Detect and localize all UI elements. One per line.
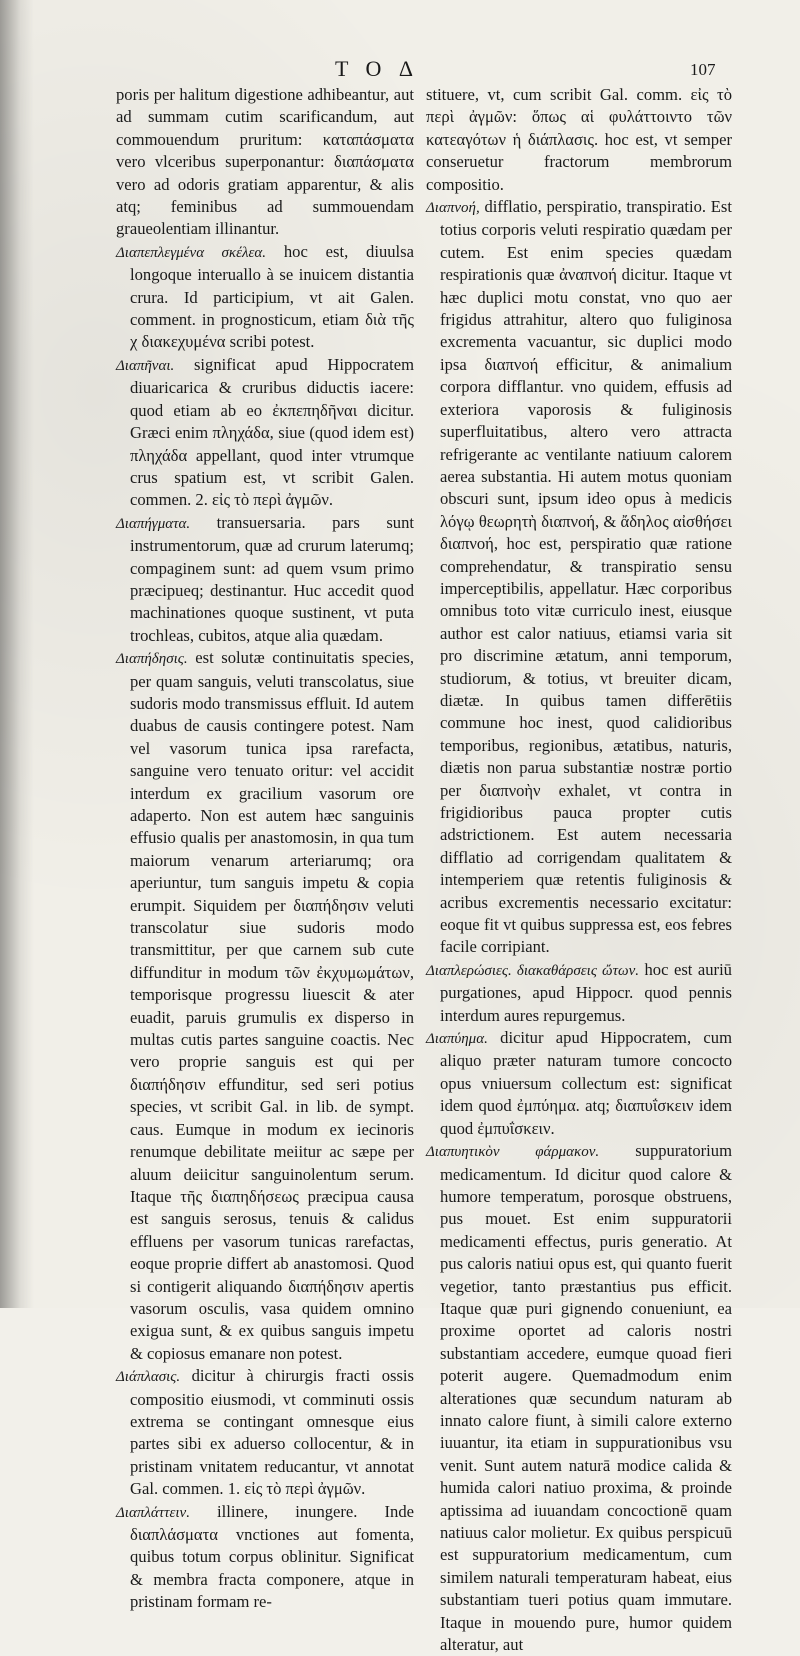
entry-text: est solutæ continuitatis species, per quam sanguis, veluti transcolatus, siue sudoris modo transmissus effluit. Id autem duabus de causis contingere potest. Nam vel vasorum tunica ipsa rarefacta, sanguine vero tenuato oritur: vel accidit interdum ex gracilium vasorum ore adaperto. Non est autem hæc sanguinis effusio qualis per anastomosin, in qua tum maiorum venarum arteriarumq; ora aperiuntur, tum sanguis impetu & copia erumpit. Siquidem per διαπήδησιν veluti transcolatur siue sudoris modo transmittitur, per que carnem sub cute diffunditur in modum τῶν ἐκχυμωμάτων, temporisque progressu liuescit & ater euadit, paruis grumulis ex disperso in multas cutis partes sanguine coactis. Nec vero proprie sanguis est qui per διαπήδησιν effunditur, sed seri potius species, vt scribit Gal. in lib. de sympt. caus. Eumque in modum ex iecinoris renumque debilitate meiitur ac sæpe per aluum deiicitur sanguinolentum serum. Itaque τῆς διαπηδήσεως præcipua causa est sanguis serosus, tenuis & calidus effluens per vasorum tunicas rarefactas, eoque proprie differt ab anastomosi. Quod si contigerit aliquando διαπήδησιν apertis vasorum osculis, vasa quidem omnino exigua sunt, & ex quibus sanguis impetu & copiosus emanare non potest. bbox=[130, 648, 414, 1363]
entry-lemma: Διάπλασις. bbox=[116, 1369, 181, 1386]
entry-text: illinere, inungere. Inde διαπλάσματα vnctiones aut fomenta, quibus totum corpus oblinitur. Significat & membra fracta componere, atque in pristinam formam re- bbox=[130, 1501, 414, 1612]
dictionary-entry bbox=[116, 647, 414, 1365]
dictionary-entry bbox=[116, 512, 414, 647]
entry-lemma: Διαπήδησις. bbox=[116, 651, 188, 668]
entry-text: stituere, vt, cum scribit Gal. comm. εἰς τὸ περὶ ἀγμῶν: ὅπως αἱ φυλάττοιντο τῶν κατεαγότων ἡ διάπλασις. hoc est, vt semper conseruetur fractorum membrorum compositio. bbox=[426, 85, 732, 194]
dictionary-entry bbox=[116, 1365, 414, 1500]
left-column bbox=[116, 84, 414, 1614]
entry-lemma: Διαπεπλεγμένα σκέλεα. bbox=[116, 244, 267, 261]
entry-text: dicitur apud Hippocratem, cum aliquo præter naturam tumore concocto opus vniuersum collectum est: significat idem quod ἐμπύημα. atq; διαπυΐσκειν idem quod ἐμπυΐσκειν. bbox=[440, 1028, 732, 1138]
page-number: 107 bbox=[690, 60, 716, 79]
entry-text: dicitur à chirurgis fracti ossis compositio eiusmodi, vt comminuti ossis extrema se contingant omnesque eius partes sibi ex aduerso collocentur, & in pristinam vnitatem reducantur, vt annotat Gal. commen. 1. εἰς τὸ περὶ ἀγμῶν. bbox=[130, 1366, 414, 1499]
right-column bbox=[426, 84, 732, 1656]
entry-text: hoc est, diuulsa longoque interuallo à se inuicem distantia crura. Id participium, vt ait Galen. comment. in prognosticum, etiam διὰ τῆς χ διακεχυμένα scribi potest. bbox=[130, 241, 414, 352]
dictionary-entry bbox=[426, 84, 732, 196]
entry-text: significat apud Hippocratem diuaricarica & cruribus diductis iacere: quod etiam ab eo ἐκπεπηδῆναι dicitur. Græci enim πληχάδα, siue (quod idem est) πληχάδα appellant, quod inter vtrumque crus spatium est, vt scribit Galen. commen. 2. εἰς τὸ περὶ ἀγμῶν. bbox=[130, 354, 414, 510]
entry-text: poris per halitum digestione adhibeantur, aut ad summam cutim scarificandum, aut commouendum pruritum: καταπάσματα vero vlceribus superponantur: διαπάσματα vero ad odoris gratiam apparentur, & alis atq; feminibus ad summouendam graueolentiam illinantur. bbox=[116, 85, 414, 239]
page-gutter-shadow bbox=[0, 0, 34, 1308]
dictionary-entry bbox=[426, 1027, 732, 1140]
entry-lemma: Διαπῆναι. bbox=[116, 357, 175, 374]
dictionary-entry bbox=[116, 84, 414, 241]
dictionary-entry bbox=[116, 241, 414, 354]
dictionary-entry bbox=[426, 1140, 732, 1656]
dictionary-entry bbox=[426, 196, 732, 959]
dictionary-entry bbox=[116, 1501, 414, 1614]
entry-lemma: Διαπήγματα. bbox=[116, 515, 191, 532]
entry-lemma: Διαπλερώσιες. διακαθάρσεις ὤτων. bbox=[426, 962, 639, 979]
entry-text: transuersaria. pars sunt instrumentorum, quæ ad crurum laterumq; compaginem sunt: ad quem vsum primo præcipueq; destinantur. Huc accedit quod machinationes quoque sustinent, vt puta trochleas, cubitos, atque alia quædam. bbox=[130, 512, 414, 645]
entry-text: hoc est auriū purgationes, apud Hippocr. quod pennis interdum aures repurgemus. bbox=[440, 959, 732, 1025]
entry-lemma: Διαπύημα. bbox=[426, 1031, 488, 1048]
entry-lemma: Διαπνοή, bbox=[426, 200, 480, 217]
entry-lemma: Διαπυητικὸν φάρμακον. bbox=[426, 1144, 600, 1161]
entry-text: suppuratorium medicamentum. Id dicitur quod calore & humore temperatum, porosque obstruens, pus mouet. Est enim suppuratorii medicamenti effectus, puris generatio. At pus caloris natiui opus est, qui quanto fuerit vegetior, tanto præstantius pus efficit. Itaque quæ puri gignendo conueniunt, ea proxime oportet ad caloris nostri substantiam accedere, eumque quoad fieri poterit augere. Quemadmodum enim alterationes quæ secundum naturam ab innato calore fiunt, à simili calore externo iuuantur, ita etiam in suppurationibus vsu venit. Sunt autem naturā modice calida & humida calori natiuo proxima, & proinde aptissima ad iuuandam concoctionē quam natiuus calor molietur. Ex quibus perspicuū est suppuratorium medicamentum, cum similem naturali temperaturam habeat, eius substantiam tueri potius quam immutare. Itaque in mouendo pure, humor quidem alteratur, aut bbox=[440, 1141, 732, 1655]
dictionary-entry bbox=[116, 354, 414, 512]
running-head: T O Δ bbox=[335, 56, 420, 81]
dictionary-entry bbox=[426, 959, 732, 1027]
entry-lemma: Διαπλάττειν. bbox=[116, 1504, 190, 1521]
entry-text: difflatio, perspiratio, transpiratio. Est totius corporis veluti respiratio quædam per cutem. Est enim species quædam respirationis quæ ἀναπνοή dicitur. Itaque vt hæc duplici motu constat, vno quo aer frigidus attrahitur, altero quo fuliginosa excrementa vacuantur, sic duplici modo ipsa διαπνοή efficitur, & animalium corpora difflantur. vno quidem, effusis ad exteriora vaporosis & fuliginosis superfluitatibus, altero vero attracta refrigerante ac ventilante natiuum calorem aerea substantia. Hi autem motus quoniam obscuri sunt, ipsum ideo opus à medicis λόγῳ θεωρητὴ διαπνοή, & ἄδηλος αἰσθήσει διαπνοή, hoc est, perspiratio quæ ratione comprehendatur, & transpiratio sensu imperceptibilis, appellatur. Hæc corporibus omnibus toto vitæ curriculo inest, eiusque author est calor natiuus, etiamsi varia sit pro discrimine ætatum, anni temporum, studiorum, & totius, vt breuiter dicam, diætæ. In quibus tamen differētiis commune hoc inest, quod calidioribus temporibus, regionibus, ætatibus, naturis, diætis non parua substantiæ nostræ portio per διαπνοὴν exhalet, vt contra in frigidioribus pauca propter cutis adstrictionem. Est autem necessaria difflatio ad corrigendam qualitatem & intemperiem quæ retentis fuliginosis & acribus excrementis necessario excitatur: eoque fit vt quibus suppressa est, eos febres facile corripiant. bbox=[440, 197, 732, 957]
